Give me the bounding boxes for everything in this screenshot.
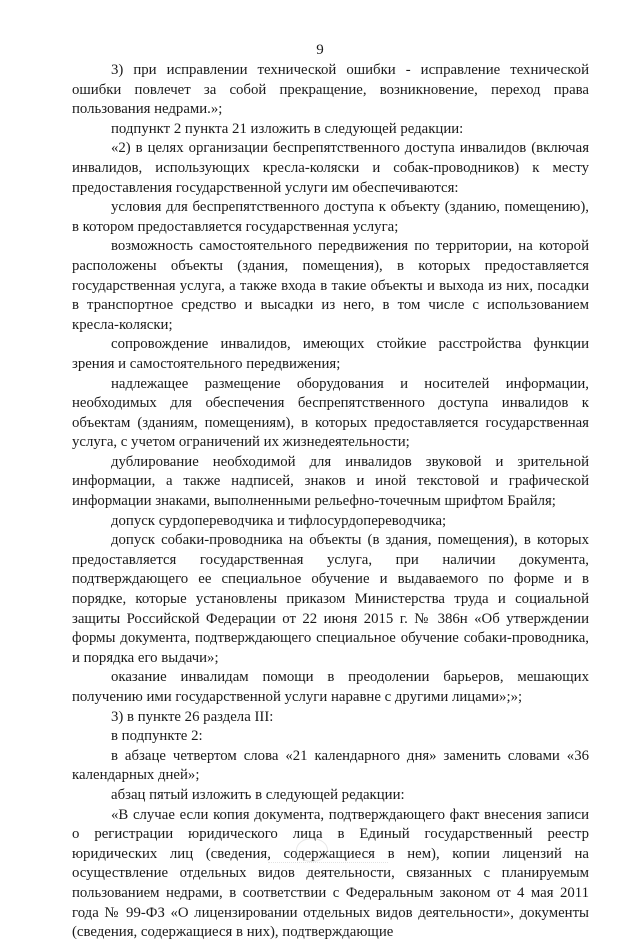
paragraph: условия для беспрепятственного доступа к объекту (зданию, помещению), в котором предоставляется государственная услуга; — [72, 199, 589, 235]
paragraph: в абзаце четвертом слова «21 календарного дня» заменить словами «36 календарных дней»; — [72, 747, 589, 784]
paragraph: оказание инвалидам помощи в преодолении барьеров, мешающих получению ими государственной услуги наравне с другими лицами»;»; — [72, 669, 589, 705]
paragraph: подпункт 2 пункта 21 изложить в следующей редакции: — [111, 120, 464, 137]
paragraph: возможность самостоятельного передвижения по территории, на которой расположены объекты (здания, помещения), в которых предоставляется государственная услуга, а также входа в такие объекты и выхода из них, посадки в транспортное средство и высадки из него, в том числе с использованием кресла-коляски; — [72, 238, 589, 333]
faint-stamp-mark — [268, 862, 388, 873]
paragraph: «2) в целях организации беспрепятственного доступа инвалидов (включая инвалидов, использующих кресла-коляски и собак-проводников) к месту предоставления государственной услуги им обеспечиваются: — [72, 140, 589, 196]
document-body — [72, 61, 589, 943]
paragraph: надлежащее размещение оборудования и носителей информации, необходимых для обеспечения беспрепятственного доступа инвалидов к объектам (зданиям, помещениям), в которых предоставляется государственная услуга, с учетом ограничений их жизнедеятельности; — [72, 375, 589, 451]
faint-seal-mark — [296, 838, 328, 862]
paragraph: допуск сурдопереводчика и тифлосурдопереводчика; — [111, 512, 447, 529]
paragraph: 3) в пункте 26 раздела III: — [111, 708, 274, 725]
paragraph: сопровождение инвалидов, имеющих стойкие расстройства функции зрения и самостоятельного передвижения; — [72, 336, 589, 372]
paragraph: дублирование необходимой для инвалидов звуковой и зрительной информации, а также надписей, знаков и иной текстовой и графической информации знаками, выполненными рельефно-точечным шрифтом Брайля; — [72, 453, 589, 510]
paragraph: «В случае если копия документа, подтверждающего факт внесения записи о регистрации юридического лица в Единый государственный реестр юридических лиц (сведения, содержащиеся в нем), копии лицензий на осуществление отдельных видов деятельности, связанных с планируемым пользованием недрами, в соответствии с Федеральным законом от 4 мая 2011 года № 99-ФЗ «О лицензировании отдельных видов деятельности», документы (сведения, содержащиеся в них), подтверждающие — [72, 806, 589, 941]
paragraph: абзац пятый изложить в следующей редакции: — [111, 786, 405, 803]
paragraph: 3) при исправлении технической ошибки - исправление технической ошибки повлечет за собой прекращение, возникновение, переход права пользования недрами.»; — [72, 62, 589, 118]
paragraph: в подпункте 2: — [111, 728, 203, 745]
paragraph: допуск собаки-проводника на объекты (в здания, помещения), в которых предоставляется государственная услуга, при наличии документа, подтверждающего ее специальное обучение и выдаваемого по форме и в порядке, которые установлены приказом Министерства труда и социальной защиты Российской Федерации от 22 июня 2015 г. № 386н «Об утверждении формы документа, подтверждающего специальное обучение собаки-проводника, и порядка его выдачи»; — [72, 532, 589, 666]
page-number: 9 — [316, 42, 324, 58]
